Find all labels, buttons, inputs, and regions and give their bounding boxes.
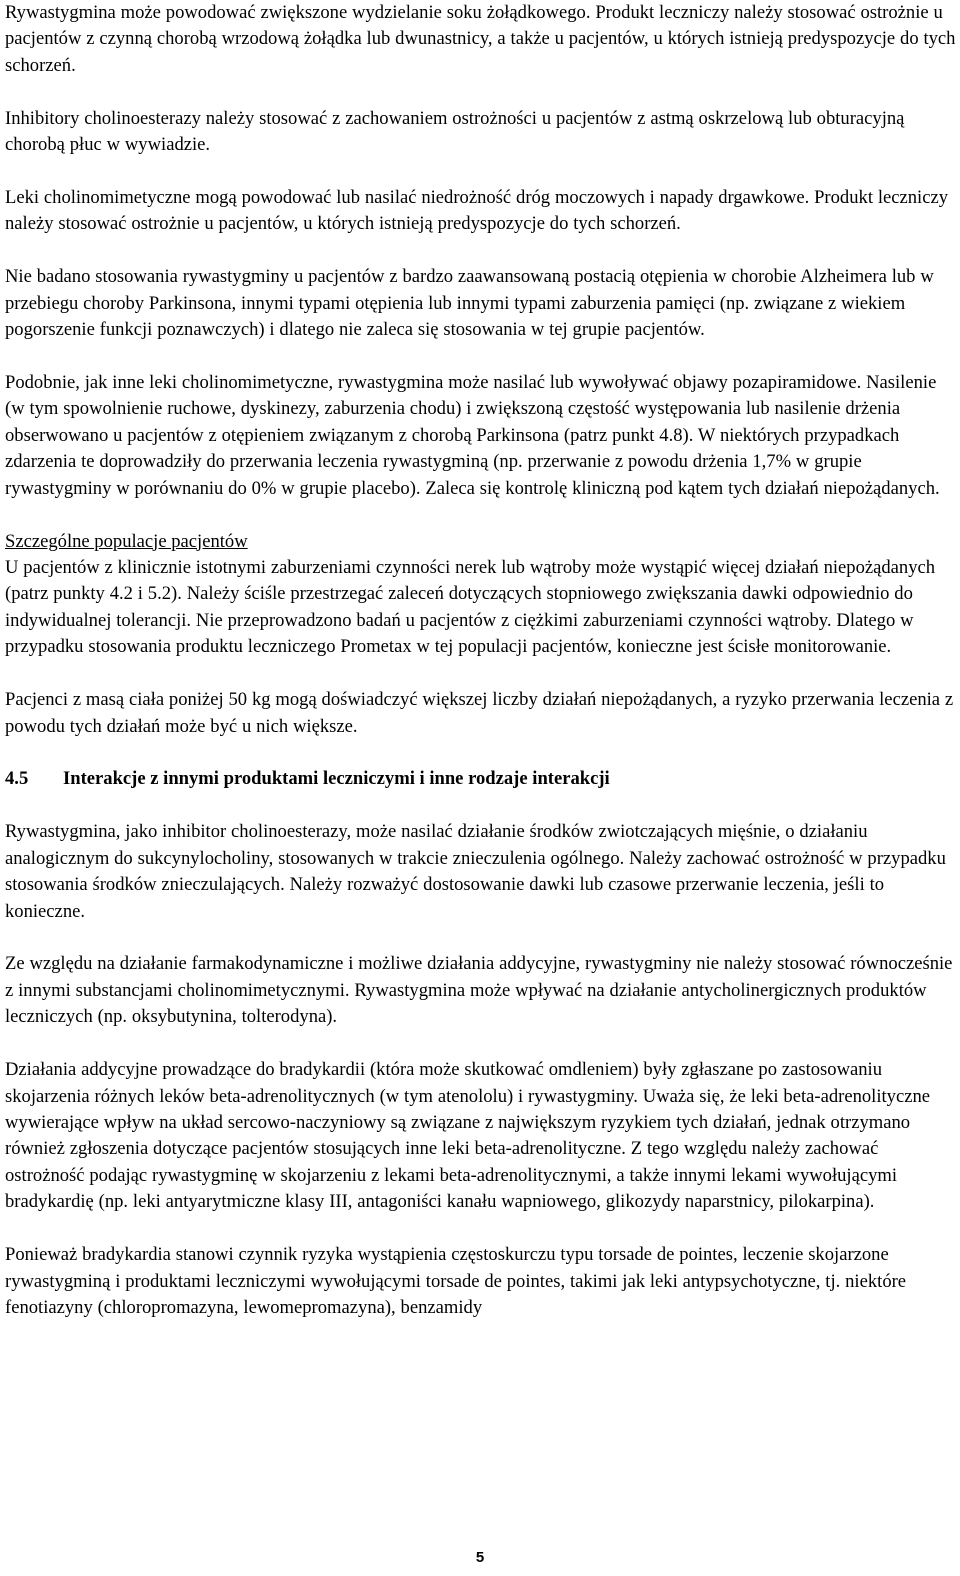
paragraph-torsade: Ponieważ bradykardia stanowi czynnik ryzyka wystąpienia częstoskurczu typu torsade de pointes, leczenie skojarzone rywastygminą i produktami leczniczymi wywołującymi torsade de pointes, takimi jak leki antypsychotyczne, tj. niektóre fenotiazyny (chloropromazyna, lewomepromazyna), benzamidy <box>5 1244 907 1318</box>
paragraph-renal-hepatic: U pacjentów z klinicznie istotnymi zaburzeniami czynności nerek lub wątroby może wystąpić więcej działań niepożądanych (patrz punkty 4.2 i 5.2). Należy ściśle przestrzegać zaleceń dotyczących stopniowego zwiększania dawki odpowiednio do indywidualnej tolerancji. Nie przeprowadzono badań u pacjentów z ciężkimi zaburzeniami czynności wątroby. Dlatego w przypadku stosowania produktu leczniczego Prometax w tej populacji pacjentów, konieczne jest ścisłe monitorowanie. <box>5 557 936 658</box>
paragraph-bradycardia: Działania addycyjne prowadzące do bradykardii (która może skutkować omdleniem) były zgłaszane po zastosowaniu skojarzenia różnych leków beta-adrenolitycznych (w tym atenololu) i rywastygminy. Uważa się, że leki beta-adrenolityczne wywierające wpływ na układ sercowo-naczyniowy są związane z największym ryzykiem tych działań, jednak otrzymano również zgłoszenia dotyczące pacjentów stosujących inne leki beta-adrenolityczne. Z tego względu należy zachować ostrożność podając rywastygminę w skojarzeniu z lekami beta-adrenolitycznymi, a także innymi lekami wywołującymi bradykardię (np. leki antyarytmiczne klasy III, antagoniści kanału wapniowego, glikozydy naparstnicy, pilokarpina). <box>5 1059 931 1213</box>
paragraph-asthma: Inhibitory cholinoesterazy należy stosować z zachowaniem ostrożności u pacjentów z astmą oskrzelową lub obturacyjną chorobą płuc w wywiadzie. <box>5 107 905 156</box>
paragraph-cholinomimetics: Ze względu na działanie farmakodynamiczne i możliwe działania addycyjne, rywastygminy nie należy stosować równocześnie z innymi substancjami cholinomimetycznymi. Rywastygmina może wpływać na działanie antycholinergicznych produktów leczniczych (np. oksybutynina, tolterodyna). <box>5 953 953 1028</box>
document-page <box>5 0 957 1321</box>
page-number: 5 <box>475 1549 485 1566</box>
paragraph-urinary-obstruction: Leki cholinomimetyczne mogą powodować lub nasilać niedrożność dróg moczowych i napady drgawkowe. Produkt leczniczy należy stosować ostrożnie u pacjentów, u których istnieją predyspozycje do tych schorzeń. <box>5 187 949 235</box>
section-number: 4.5 <box>5 768 29 790</box>
paragraph-body-weight: Pacjenci z masą ciała poniżej 50 kg mogą doświadczyć większej liczby działań niepożądanych, a ryzyko przerwania leczenia z powodu tych działań może być u nich większe. <box>5 689 954 737</box>
special-populations-heading: Szczególne populacje pacjentów <box>5 530 248 552</box>
section-heading-4-5 <box>5 766 957 792</box>
section-title: Interakcje z innymi produktami leczniczymi i inne rodzaje interakcji <box>63 768 610 790</box>
paragraph-severe-dementia: Nie badano stosowania rywastygminy u pacjentów z bardzo zaawansowaną postacią otępienia w chorobie Alzheimera lub w przebiegu choroby Parkinsona, innymi typami otępienia lub innymi typami zaburzenia pamięci (np. związane z wiekiem pogorszenie funkcji poznawczych) i dlatego nie zaleca się stosowania w tej grupie pacjentów. <box>5 266 934 341</box>
paragraph-extrapyramidal: Podobnie, jak inne leki cholinomimetyczne, rywastygmina może nasilać lub wywoływać objawy pozapiramidowe. Nasilenie (w tym spowolnienie ruchowe, dyskinezy, zaburzenia chodu) i zwiększoną częstość występowania lub nasilenie drżenia obserwowano u pacjentów z otępieniem związanym z chorobą Parkinsona (patrz punkt 4.8). W niektórych przypadkach zdarzenia te doprowadziły do przerwania leczenia rywastygminą (np. przerwanie z powodu drżenia 1,7% w grupie rywastygminy w porównaniu do 0% w grupie placebo). Zaleca się kontrolę kliniczną pod kątem tych działań niepożądanych. <box>5 372 940 499</box>
paragraph-muscle-relaxants: Rywastygmina, jako inhibitor cholinoesterazy, może nasilać działanie środków zwiotczających mięśnie, o działaniu analogicznym do sukcynylocholiny, stosowanych w trakcie znieczulenia ogólnego. Należy zachować ostrożność w przypadku stosowania środków znieczulających. Należy rozważyć dostosowanie dawki lub czasowe przerwanie leczenia, jeśli to konieczne. <box>5 821 946 922</box>
paragraph-gastric-secretion: Rywastygmina może powodować zwiększone wydzielanie soku żołądkowego. Produkt leczniczy należy stosować ostrożnie u pacjentów z czynną chorobą wrzodową żołądka lub dwunastnicy, a także u pacjentów, u których istnieją predyspozycje do tych schorzeń. <box>5 2 956 76</box>
